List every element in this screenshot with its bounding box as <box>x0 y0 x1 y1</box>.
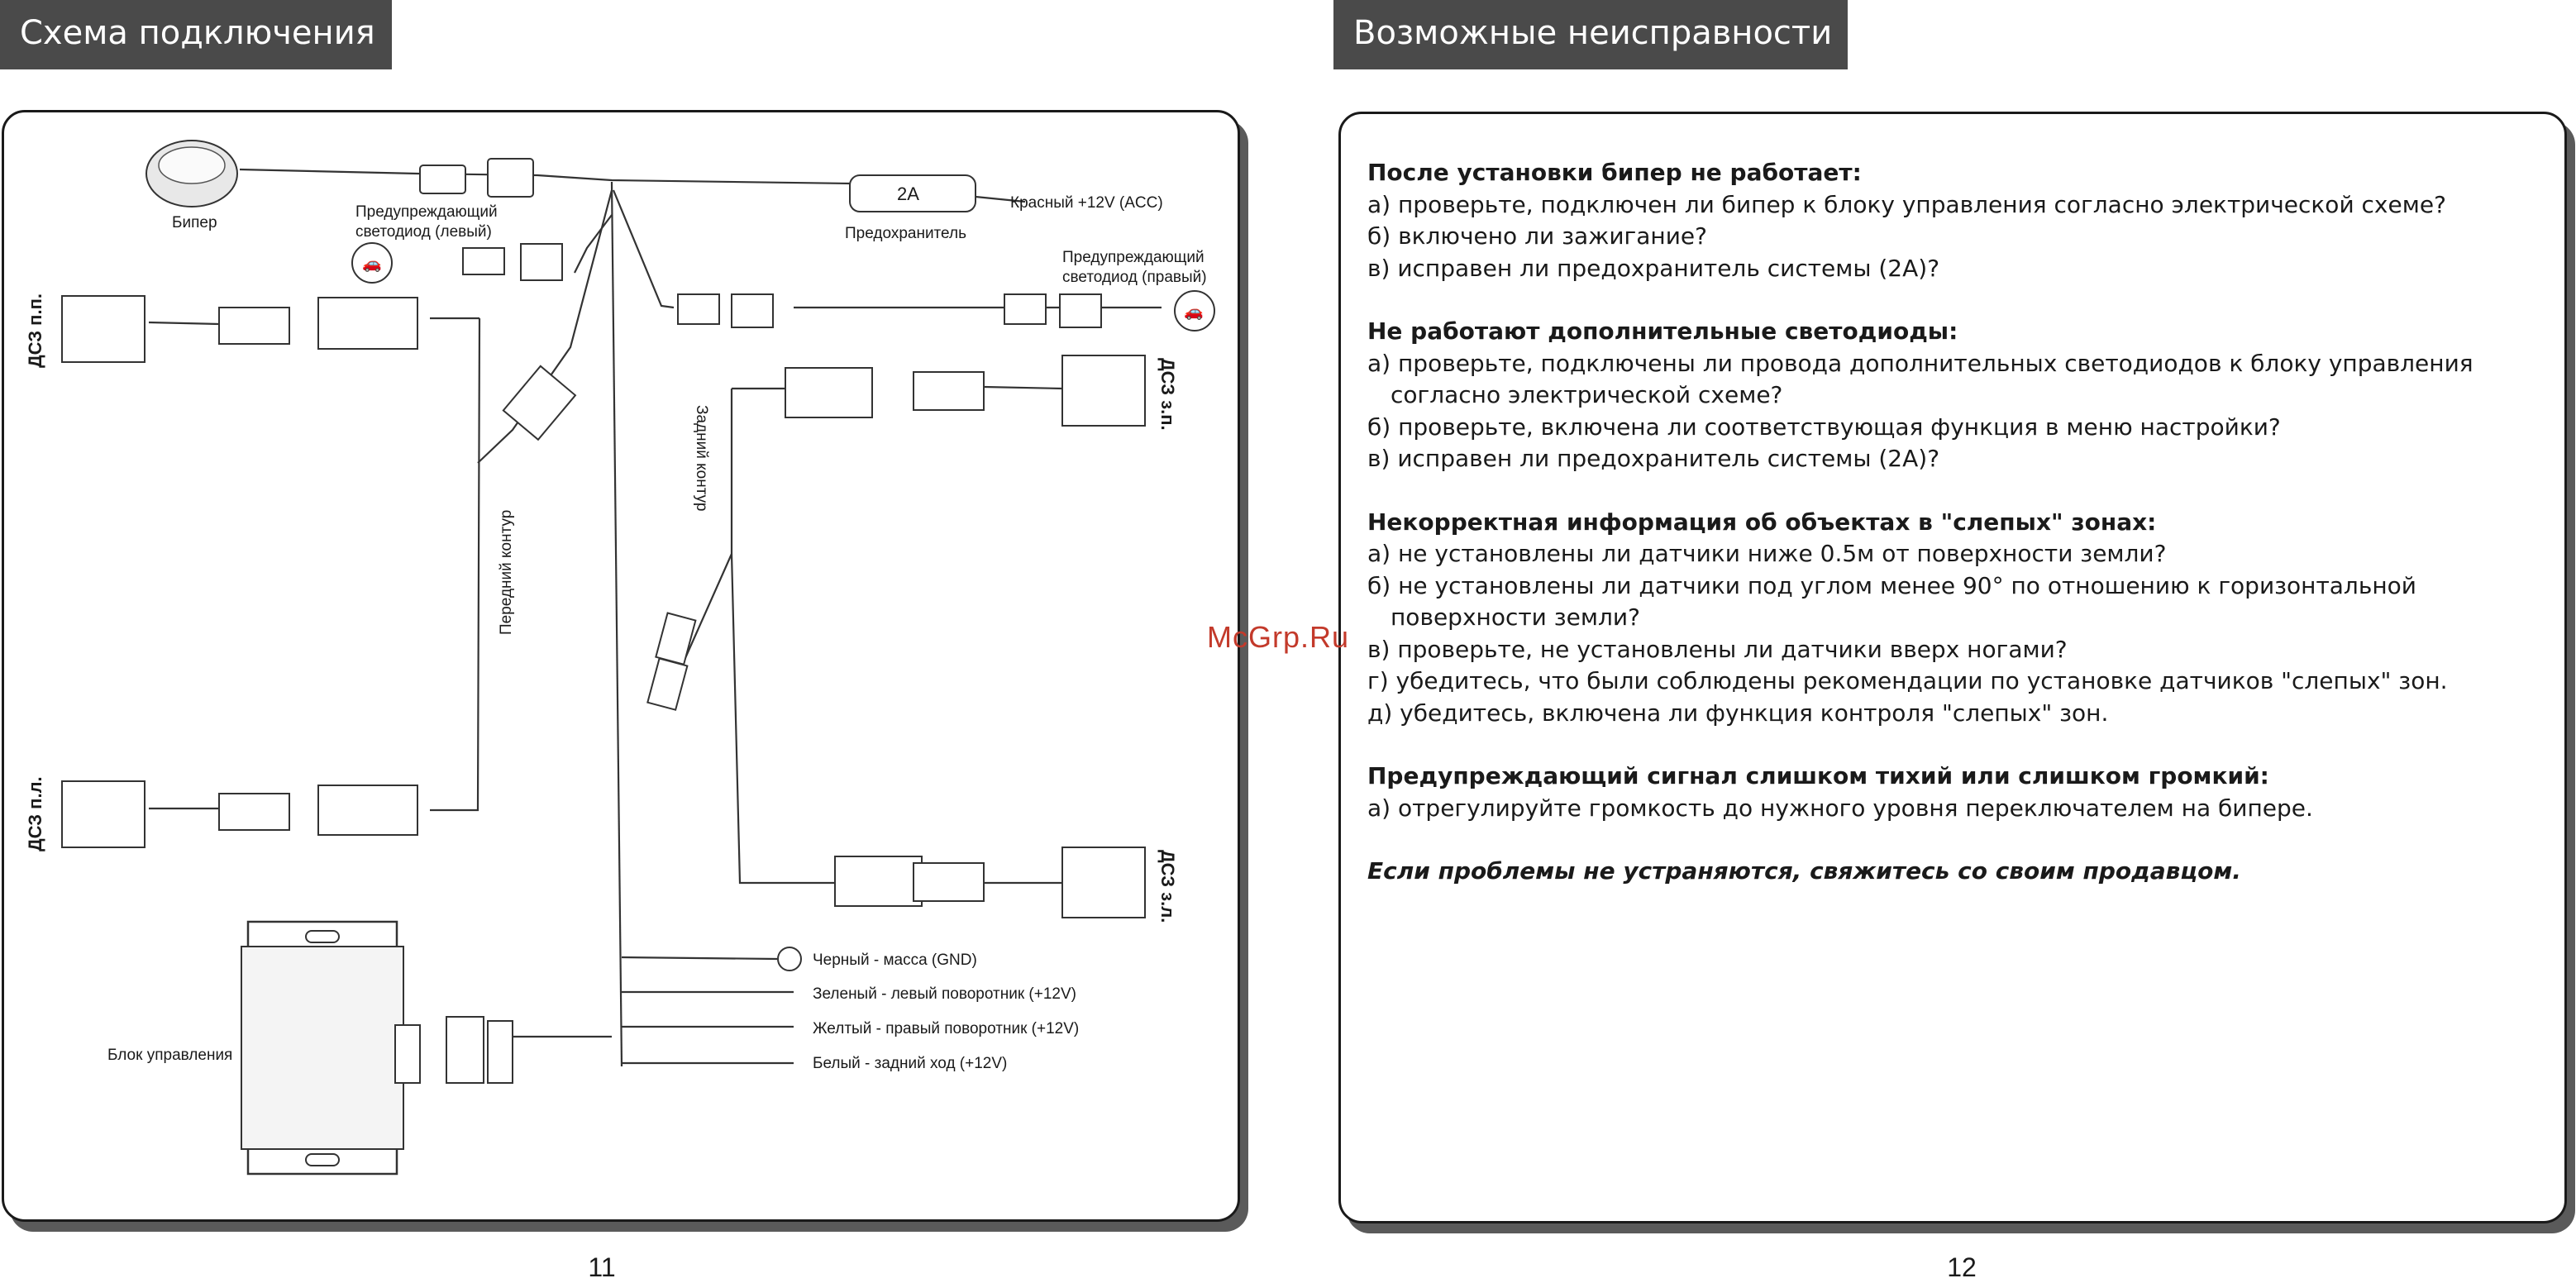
sensor-rear-right-label: ДСЗ з.п. <box>1157 358 1178 431</box>
led-right-label-2: светодиод (правый) <box>1062 269 1207 286</box>
sensor-rear-left-label: ДСЗ з.л. <box>1157 850 1178 923</box>
list-item: поверхности земли? <box>1391 603 1640 631</box>
svg-text:🚗: 🚗 <box>362 255 382 273</box>
trouble-section <box>1367 761 2541 824</box>
sensor-front-right-label: ДСЗ п.п. <box>25 293 45 368</box>
connector-icon <box>420 165 465 193</box>
connector-icon <box>488 159 533 197</box>
list-item: в) исправен ли предохранитель системы (2А)? <box>1367 445 1940 472</box>
list-item: а) отрегулируйте громкость до нужного уровня переключателем на бипере. <box>1367 794 2313 822</box>
list-item: а) проверьте, подключены ли провода дополнительных светодиодов к блоку управления <box>1367 349 2473 377</box>
wire-gnd-label: Черный - масса (GND) <box>813 952 977 969</box>
led-left-label-1: Предупреждающий <box>355 203 498 221</box>
watermark: McGrp.Ru <box>1207 620 1350 654</box>
red-wire-label: Красный +12V (ACC) <box>1010 194 1163 212</box>
section-title: Не работают дополнительные светодиоды: <box>1367 317 1958 345</box>
sensor-icon <box>1062 355 1145 426</box>
section-title: После установки бипер не работает: <box>1367 159 1862 186</box>
rear-loop-label: Задний контур <box>693 405 710 512</box>
fuse-value: 2A <box>897 184 919 204</box>
page-number-right: 12 <box>1947 1252 1977 1282</box>
list-item: б) не установлены ли датчики под углом менее 90° по отношению к горизонтальной <box>1367 571 2416 599</box>
list-item: а) не установлены ли датчики ниже 0.5м от поверхности земли? <box>1367 540 2167 567</box>
trouble-section <box>1367 316 2541 475</box>
page-number-left: 11 <box>588 1252 616 1282</box>
section-title: Предупреждающий сигнал слишком тихий или слишком громкий: <box>1367 762 2269 789</box>
led-right-label-1: Предупреждающий <box>1062 249 1205 266</box>
section-title: Некорректная информация об объектах в "слепых" зонах: <box>1367 508 2157 536</box>
trouble-section <box>1367 157 2541 284</box>
sensor-icon <box>62 781 145 847</box>
wire-yellow-label: Желтый - правый поворотник (+12V) <box>813 1020 1080 1037</box>
svg-text:🚗: 🚗 <box>1184 303 1204 321</box>
list-item: д) убедитесь, включена ли функция контроля "слепых" зон. <box>1367 699 2109 727</box>
list-item: в) проверьте, не установлены ли датчики вверх ногами? <box>1367 635 2068 663</box>
fuse-label: Предохранитель <box>845 225 966 242</box>
list-item: в) исправен ли предохранитель системы (2А)? <box>1367 254 1940 282</box>
list-item: б) проверьте, включена ли соответствующая функция в меню настройки? <box>1367 413 2281 441</box>
contact-seller-note: Если проблемы не устраняются, свяжитесь со своим продавцом. <box>1367 857 2241 885</box>
list-item: согласно электрической схеме? <box>1391 381 1783 408</box>
beeper-label: Бипер <box>172 214 217 231</box>
led-left-label-2: светодиод (левый) <box>355 223 492 241</box>
sensor-icon <box>62 296 145 362</box>
wire-green-label: Зеленый - левый поворотник (+12V) <box>813 985 1076 1003</box>
list-item: б) включено ли зажигание? <box>1367 222 1708 250</box>
trouble-section <box>1367 507 2541 730</box>
troubleshooting-list <box>1367 157 2541 888</box>
left-page-header: Схема подключения <box>0 0 392 69</box>
sensor-front-left-label: ДСЗ п.л. <box>25 776 45 851</box>
wire-white-label: Белый - задний ход (+12V) <box>813 1055 1008 1072</box>
control-unit-label: Блок управления <box>107 1047 233 1064</box>
wiring-diagram <box>0 0 1240 1223</box>
list-item: а) проверьте, подключен ли бипер к блоку управления согласно электрической схеме? <box>1367 190 2446 218</box>
right-page-header: Возможные неисправности <box>1333 0 1848 69</box>
list-item: г) убедитесь, что были соблюдены рекомендации по установке датчиков "слепых" зон. <box>1367 667 2448 694</box>
front-loop-label: Передний контур <box>498 509 515 635</box>
sensor-icon <box>1062 847 1145 918</box>
